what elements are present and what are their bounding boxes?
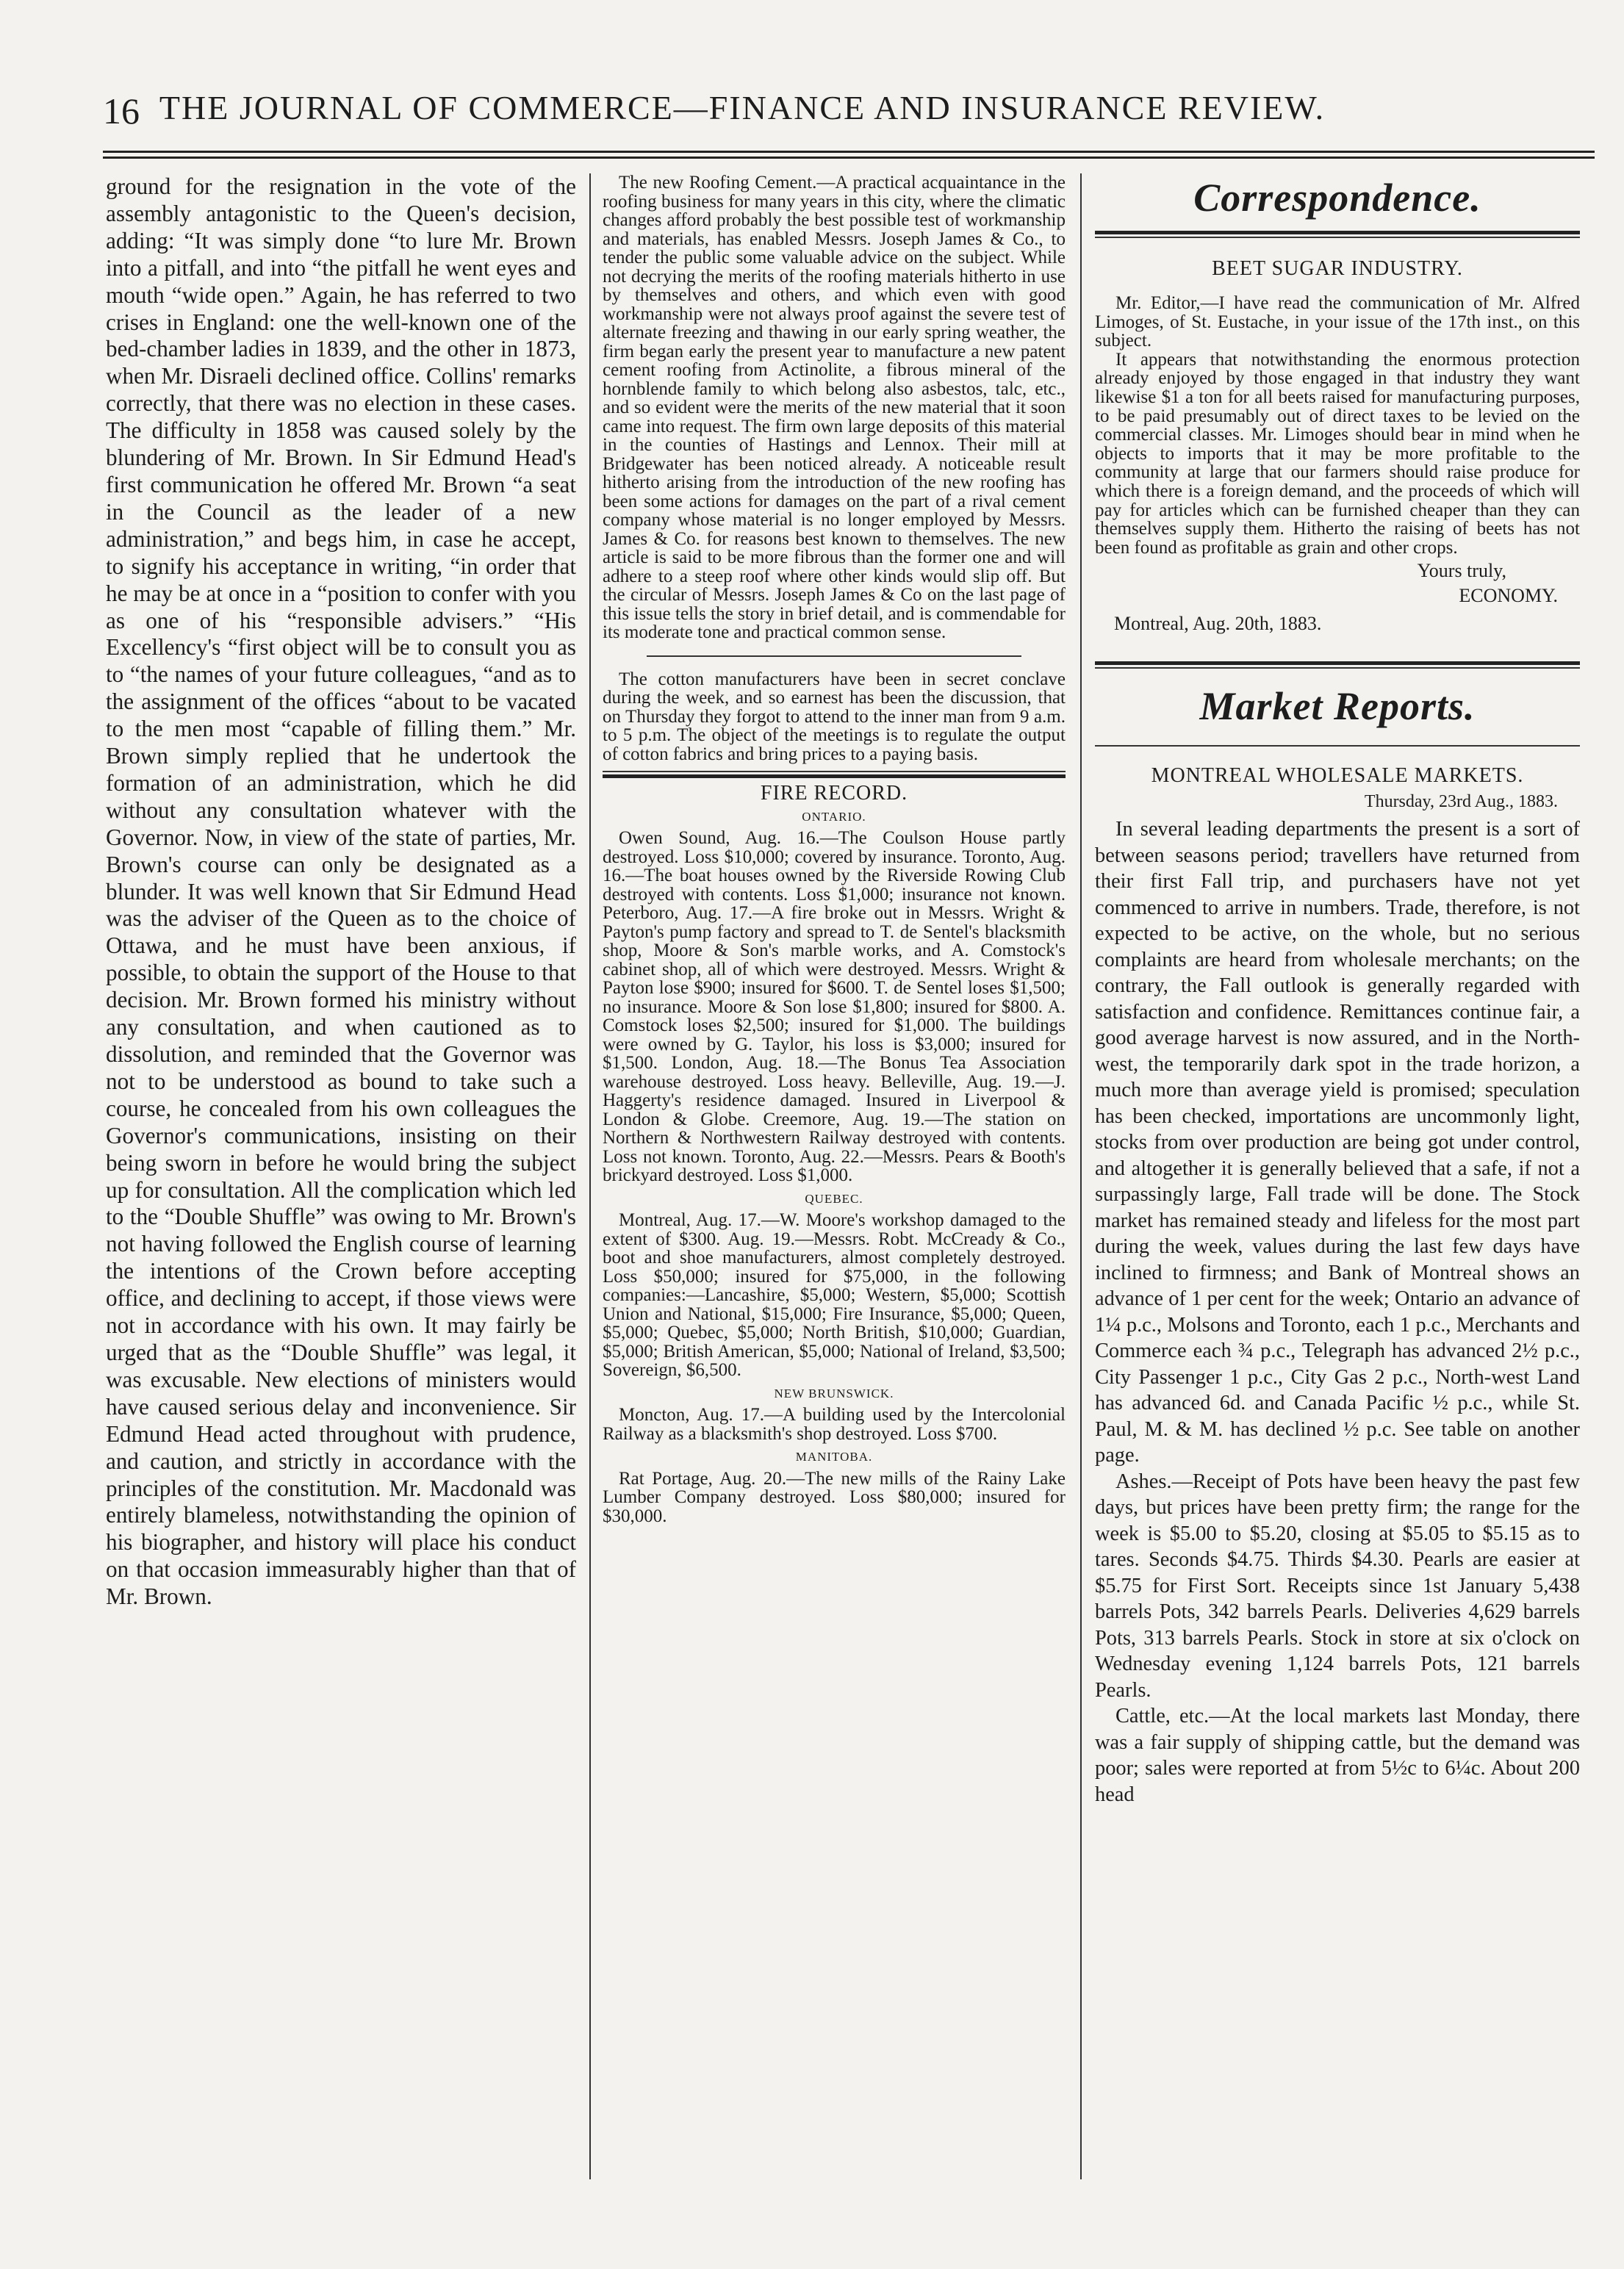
masthead-rule-top	[103, 151, 1595, 153]
heading-rule-thin	[1095, 237, 1580, 238]
letter-paragraph-1: Mr. Editor,—I have read the communication of Mr. Alfred Limoges, of St. Eustache, in your issue of the 17th inst., on this subject.	[1095, 293, 1580, 351]
roofing-article: The new Roofing Cement.—A practical acquaintance in the roofing business for many years in this city, where the climatic changes afford probably the best possible test of workmanship and materials, has enabled Messrs. Joseph James & Co., to tender the public some valuable advice on the subject. While not decrying the merits of the roofing materials hitherto in use by themselves and others, and which even with good workmanship were not always proof against the severe test of alternate freezing and thawing in our early spring weather, the firm began early the present year to manufacture a new patent cement roofing from Actinolite, a fibrous mineral of the hornblende family to which belong also asbestos, talc, etc., and so evident were the merits of the new material that it soon came into request. The firm own large deposits of this material in the counties of Hastings and Lennox. Their mill at Bridgewater has been noticed already. A noticeable result hitherto arising from the introduction of the new roofing has been some actions for damages on the part of a rival cement company whose material is no longer employed by Messrs. James & Co. for reasons best known to themselves. The new article is said to be more fibrous than the former one and will adhere to a steep roof where other kinds would slip off. But the circular of Messrs. Joseph James & Co on the last page of this issue tells the story in brief detail, and is commendable for its moderate tone and practical common sense.	[603, 173, 1066, 642]
beet-sugar-heading: BEET SUGAR INDUSTRY.	[1212, 257, 1463, 280]
section-rule-thin	[1095, 667, 1580, 669]
market-heading-rule	[1095, 745, 1580, 747]
letter-signature: ECONOMY.	[1459, 585, 1558, 607]
cotton-article: The cotton manufacturers have been in secret conclave during the week, and so earnest has been the discussion, that on Thursday they forgot to attend to the inner man from 9 a.m. to 5 p.m. The object of the meetings is to regulate the output of cotton fabrics and bring prices to a paying basis.	[603, 669, 1066, 764]
market-report-body	[1095, 816, 1580, 1808]
letter-body	[1095, 294, 1580, 557]
market-cattle: Cattle, etc.—At the local markets last Monday, there was a fair supply of shipping cattle, but the demand was poor; sales were reported at from 5½c to 6¼c. About 200 head	[1095, 1705, 1580, 1806]
column-divider-1	[589, 173, 591, 2179]
editorial-text: ground for the resignation in the vote of the assembly antagonistic to the Queen's decision, adding: “It was simply done “to lure Mr. Brown into a pitfall, and into “the pitfall he went eyes and mouth “wide open.” Again, he has referred to two crises in England: one the well-known one of the bed-chamber ladies in 1839, and the other in 1873, when Mr. Disraeli declined office. Collins' remarks correctly, that there was no election in these cases. The difficulty in 1858 was caused solely by the blundering of Mr. Brown. In Sir Edmund Head's first communication he offered Mr. Brown “a seat in the Council as the leader of a new administration,” and begs him, in case he accept, to signify his acceptance in writing, “in order that he may be at once in a “position to confer with you as one of his “responsible advisers.” “His Excellency's “first object will be to consult you as to “the names of your future colleagues, “and as to the assignment of the offices “about to be vacated to the men most “capable of filling them.” Mr. Brown simply replied that he undertook the formation of an administration, which he did without any consultation whatever with the Governor. Now, in view of the state of parties, Mr. Brown's course can only be designated as a blunder. It was well known that Sir Edmund Head was the adviser of the Queen as to the choice of Ottawa, and he must have been anxious, if possible, to obtain the support of the House to that decision. Mr. Brown formed his ministry without any consultation, and when cautioned as to dissolution, and reminded that the Governor was not to be understood as bound to take such a course, he concealed from his own colleagues the Governor's communications, insisting on their being sworn in before he would bring the subject up for consultation. All the complication which led to the “Double Shuffle” was owing to Mr. Brown's not having followed the English course of learning the intentions of the Crown before accepting office, and declining to accept, if those views were not in accordance with his own. It may fairly be urged that as the “Double Shuffle” was legal, it was excusable. New elections of ministers would have caused serious delay and inconvenience. Sir Edmund Head acted throughout with prudence, and caution, and strictly in accordance with the principles of the constitution. Mr. Macdonald was entirely blameless, notwithstanding the opinion of his biographer, and history will place his conduct on that occasion immeasurably higher than that of Mr. Brown.	[106, 173, 576, 1610]
market-date: Thursday, 23rd Aug., 1883.	[1364, 792, 1558, 812]
fire-record-heading: FIRE RECORD.	[760, 782, 908, 805]
column-divider-2	[1080, 173, 1082, 2179]
market-ashes: Ashes.—Receipt of Pots have been heavy the past few days, but prices have been pretty firm; the range for the week is $5.00 to $5.20, closing at $5.05 to $5.15 as to tares. Seconds $4.75. Thirds $4.30. Pearls are easier at $5.75 for First Sort. Receipts since 1st January 5,438 barrels Pots, 342 barrels Pearls. Deliveries 4,629 barrels Pots, 313 barrels Pearls. Stock in store at six o'clock on Wednesday evening 1,124 barrels Pots, 121 barrels Pearls.	[1095, 1470, 1580, 1702]
masthead	[103, 87, 1382, 138]
manitoba-heading: MANITOBA.	[795, 1450, 873, 1464]
montreal-markets-heading: MONTREAL WHOLESALE MARKETS.	[1151, 764, 1524, 788]
heading-rule-heavy	[1095, 231, 1580, 234]
new-brunswick-heading: NEW BRUNSWICK.	[774, 1386, 894, 1400]
column-right	[1095, 173, 1580, 2172]
market-reports-heading: Market Reports.	[1199, 684, 1476, 729]
article-separator	[647, 655, 1021, 657]
section-rule-heavy	[603, 774, 1066, 778]
masthead-rule-bottom	[103, 157, 1595, 159]
ontario-fires: Owen Sound, Aug. 16.—The Coulson House partly destroyed. Loss $10,000; covered by insurance. Toronto, Aug. 16.—The boat houses owned by the Riverside Rowing Club destroyed with contents. Loss $1,000; insurance not known. Peterboro, Aug. 17.—A fire broke out in Messrs. Wright & Payton's pump factory and spread to T. de Sentel's blacksmith shop, Moore & Son's marble works, and A. Comstock's cabinet shop, all of which were destroyed. Messrs. Wright & Payton lose $900; insured for $600. T. de Sentel loses $1,500; no insurance. Moore & Son lose $1,800; insured for $800. A. Comstock loses $2,500; insured for $1,000. The buildings were owned by G. Taylor, his loss is $3,000; insured for $1,500. London, Aug. 18.—The Bonus Tea Association warehouse destroyed. Loss heavy. Belleville, Aug. 19.—J. Haggerty's residence damaged. Insured in Liverpool & London & Globe. Creemore, Aug. 19.—The station on Northern & Northwestern Railway destroyed with contents. Loss not known. Toronto, Aug. 22.—Messrs. Pears & Booth's brickyard destroyed. Loss $1,000.	[603, 828, 1066, 1185]
letter-signoff: Yours truly,	[1417, 560, 1506, 582]
market-overview: In several leading departments the present is a sort of between seasons period; travellers have returned from their first Fall trip, and purchasers have not yet commenced to arrive in numbers. Trade, therefore, is not expected to be active, on the whole, but no serious complaints are heard from wholesale merchants; on the contrary, the Fall outlook is generally regarded with satisfaction and confidence. Remittances continue fair, a good average harvest is now assured, and in the North-west, the temporarily dark spot in the trade horizon, a much more than average yield is promised; speculation has been checked, importations are uncommonly light, stocks from over production are being got under control, and altogether it is generally believed that a safe, if not a surpassingly large, Fall trade will be done. The Stock market has remained steady and lifeless for the most part during the week, values during the last few days have inclined to firmness; and Bank of Montreal shows an advance of 1 per cent for the week; Ontario an advance of 1¼ p.c., Molsons and Toronto, each 1 p.c., Merchants and Commerce each ¾ p.c., Telegraph has advanced 2½ p.c., City Passenger 1 p.c., City Gas 2 p.c., North-west Land has advanced 6d. and Canada Pacific ½ p.c., while St. Paul, M. & M. has declined ½ p.c. See table on another page.	[1095, 818, 1580, 1467]
quebec-heading: QUEBEC.	[805, 1191, 863, 1206]
manitoba-fires: Rat Portage, Aug. 20.—The new mills of the Rainy Lake Lumber Company destroyed. Loss $80,000; insured for $30,000.	[603, 1468, 1066, 1526]
correspondence-heading: Correspondence.	[1193, 176, 1481, 220]
letter-paragraph-2: It appears that notwithstanding the enormous protection already enjoyed by those engaged in that industry they want likewise $1 a ton for all beets raised for manufacturing purposes, to be paid presumably out of direct taxes to be levied on the commercial classes. Mr. Limoges should bear in mind when he objects to imports that it may be more profitable to the community at large that our farmers should raise produce for which there is a foreign demand, and the proceeds of which will pay for articles which can be furnished cheaper than they can themselves supply them. Hitherto the raising of beets has not been found as profitable as grain and other crops.	[1095, 349, 1580, 558]
new-brunswick-fires: Moncton, Aug. 17.—A building used by the Intercolonial Railway as a blacksmith's shop destroyed. Loss $700.	[603, 1405, 1066, 1444]
ontario-heading: ONTARIO.	[802, 809, 866, 824]
letter-dateline: Montreal, Aug. 20th, 1883.	[1114, 613, 1322, 635]
journal-title: THE JOURNAL OF COMMERCE—FINANCE AND INSURANCE REVIEW.	[159, 89, 1326, 126]
section-rule-heavy	[1095, 661, 1580, 665]
page-number: 16	[103, 90, 140, 132]
column-middle	[603, 173, 1066, 2113]
section-rule-thin	[603, 771, 1066, 772]
column-left	[106, 173, 576, 2172]
quebec-fires: Montreal, Aug. 17.—W. Moore's workshop damaged to the extent of $300. Aug. 19.—Messrs. Robt. McCready & Co., boot and shoe manufacturers, almost completely destroyed. Loss $50,000; insured for $75,000, in the following companies:—Lancashire, $5,000; Western, $5,000; Scottish Union and National, $15,000; Fire Insurance, $5,000; Queen, $5,000; Quebec, $5,000; North British, $10,000; Guardian, $5,000; British American, $5,000; National of Ireland, $3,500; Sovereign, $6,500.	[603, 1210, 1066, 1380]
